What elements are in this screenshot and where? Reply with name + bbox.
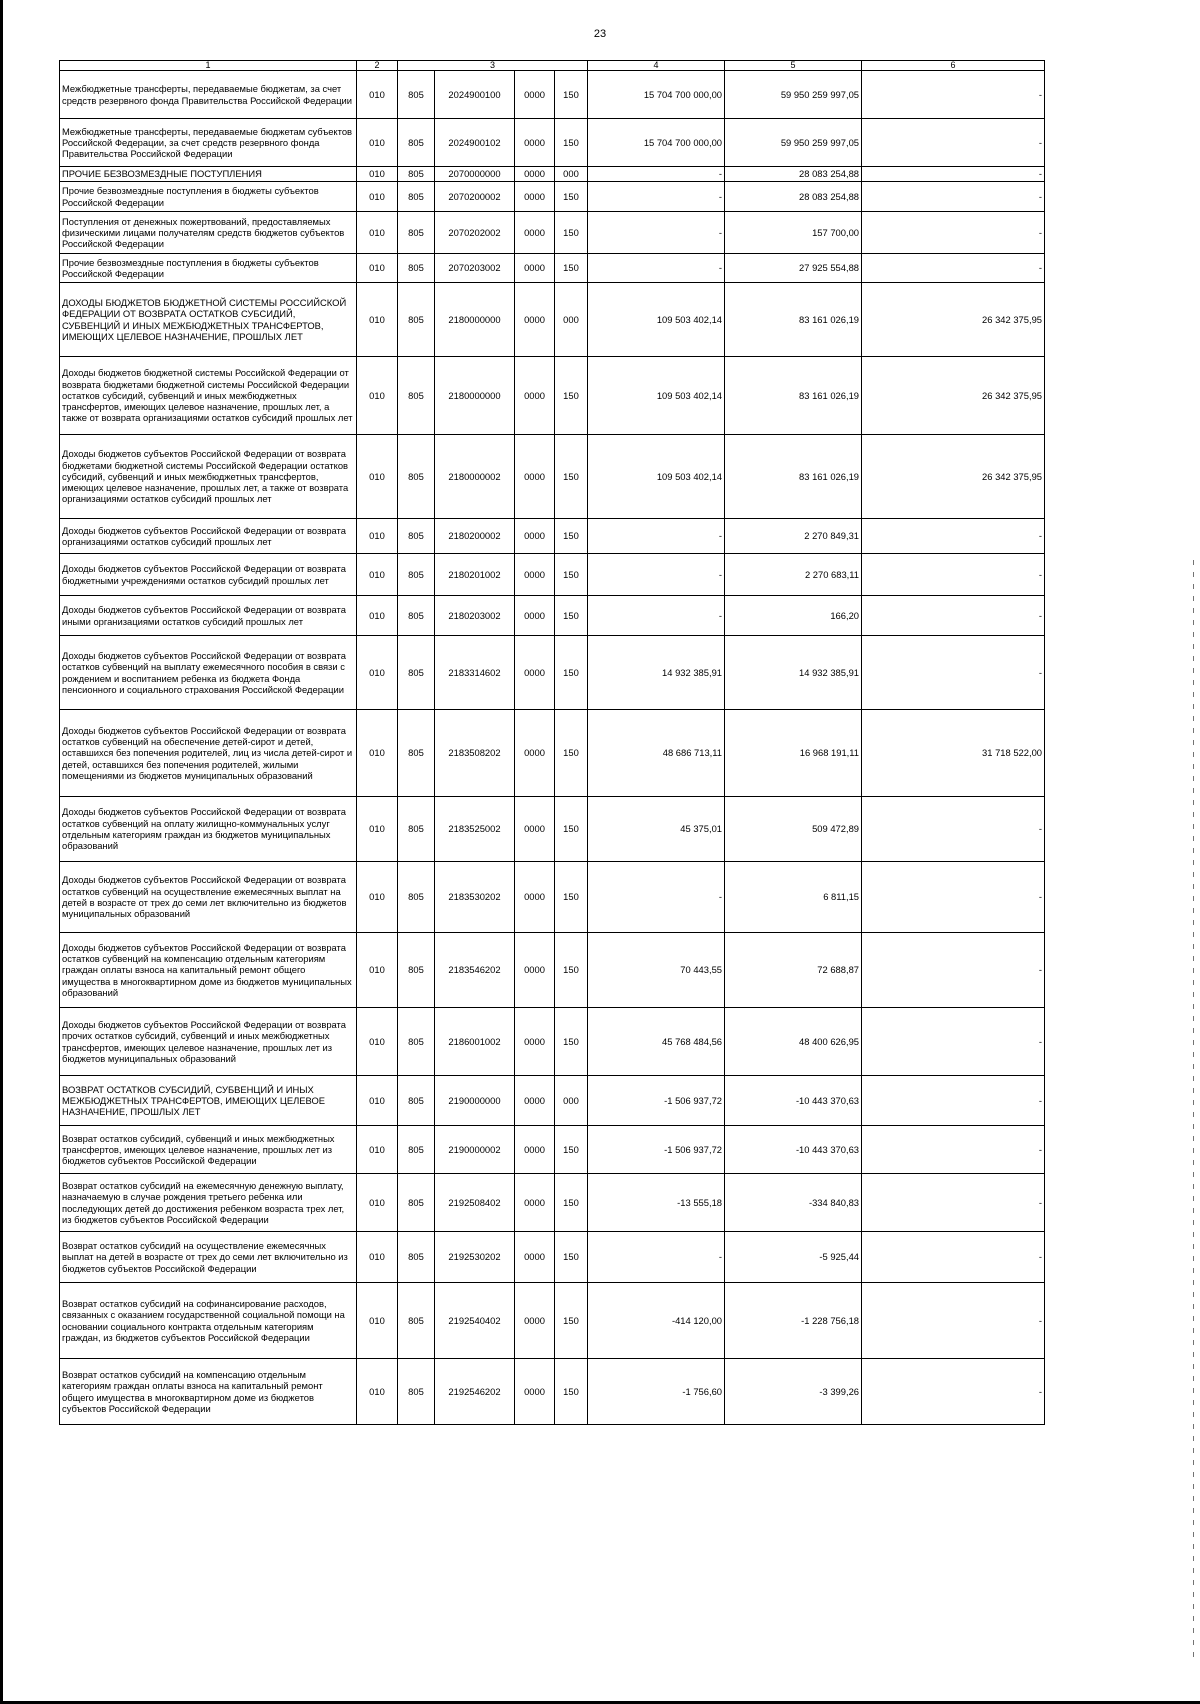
row-name: Поступления от денежных пожертвований, предоставляемых физическими лицами получателям средств бюджетов субъектов Российской Федерации xyxy=(60,212,357,254)
col6-value: - xyxy=(862,554,1045,596)
col6-value: 26 342 375,95 xyxy=(862,435,1045,519)
line-code: 010 xyxy=(357,357,398,435)
table-row xyxy=(60,862,1045,933)
program-code: 0000 xyxy=(515,119,555,167)
col6-value: - xyxy=(862,519,1045,554)
kbk-code: 2180201002 xyxy=(435,554,515,596)
row-name: Доходы бюджетов субъектов Российской Федерации от возврата бюджетами бюджетной системы Российской Федерации остатков субсидий, субвенций и иных межбюджетных трансфертов, имеющих целевое назначение, прошлых лет, а также от возврата организациями остатков субсидий прошлых лет xyxy=(60,435,357,519)
col5-value: 28 083 254,88 xyxy=(725,167,862,182)
kbk-code: 2180200002 xyxy=(435,519,515,554)
col4-value: - xyxy=(588,182,725,212)
col4-value: 70 443,55 xyxy=(588,933,725,1008)
col4-value: 14 932 385,91 xyxy=(588,636,725,710)
col5-value: 59 950 259 997,05 xyxy=(725,71,862,119)
col4-value: - xyxy=(588,254,725,283)
line-code: 010 xyxy=(357,167,398,182)
classifier-code: 150 xyxy=(555,1008,588,1076)
line-code: 010 xyxy=(357,1126,398,1174)
column-number: 3 xyxy=(398,61,588,71)
col5-value: 14 932 385,91 xyxy=(725,636,862,710)
line-code: 010 xyxy=(357,519,398,554)
col4-value: - xyxy=(588,212,725,254)
kbk-code: 2190000002 xyxy=(435,1126,515,1174)
table-row xyxy=(60,519,1045,554)
col6-value: - xyxy=(862,1283,1045,1359)
row-name: Доходы бюджетов субъектов Российской Федерации от возврата остатков субвенций на компенсацию отдельным категориям граждан оплаты взноса на капитальный ремонт общего имущества в многоквартирном доме из бюджетов муниципальных образований xyxy=(60,933,357,1008)
col5-value: 157 700,00 xyxy=(725,212,862,254)
col4-value: 45 375,01 xyxy=(588,797,725,862)
col5-value: 83 161 026,19 xyxy=(725,357,862,435)
classifier-code: 150 xyxy=(555,596,588,636)
table-row xyxy=(60,1283,1045,1359)
col6-value: - xyxy=(862,1126,1045,1174)
classifier-code: 150 xyxy=(555,933,588,1008)
col4-value: -1 506 937,72 xyxy=(588,1126,725,1174)
col4-value: 15 704 700 000,00 xyxy=(588,71,725,119)
program-code: 0000 xyxy=(515,254,555,283)
program-code: 0000 xyxy=(515,710,555,797)
row-name: Межбюджетные трансферты, передаваемые бюджетам, за счет средств резервного фонда Правительства Российской Федерации xyxy=(60,71,357,119)
row-name: Доходы бюджетов бюджетной системы Российской Федерации от возврата бюджетами бюджетной системы Российской Федерации остатков субсидий, субвенций и иных межбюджетных трансфертов, имеющих целевое назначение, прошлых лет, а также от возврата организациями остатков субсидий прошлых лет xyxy=(60,357,357,435)
program-code: 0000 xyxy=(515,1008,555,1076)
table-row xyxy=(60,254,1045,283)
row-name: Доходы бюджетов субъектов Российской Федерации от возврата прочих остатков субсидий, субвенций и иных межбюджетных трансфертов, имеющих целевое назначение, прошлых лет из бюджетов муниципальных образований xyxy=(60,1008,357,1076)
kbk-code: 2070202002 xyxy=(435,212,515,254)
admin-code: 805 xyxy=(398,1174,435,1232)
column-number: 4 xyxy=(588,61,725,71)
admin-code: 805 xyxy=(398,862,435,933)
program-code: 0000 xyxy=(515,435,555,519)
row-name: ВОЗВРАТ ОСТАТКОВ СУБСИДИЙ, СУБВЕНЦИЙ И ИНЫХ МЕЖБЮДЖЕТНЫХ ТРАНСФЕРТОВ, ИМЕЮЩИХ ЦЕЛЕВОЕ НАЗНАЧЕНИЕ, ПРОШЛЫХ ЛЕТ xyxy=(60,1076,357,1126)
col6-value: - xyxy=(862,167,1045,182)
line-code: 010 xyxy=(357,636,398,710)
admin-code: 805 xyxy=(398,519,435,554)
program-code: 0000 xyxy=(515,212,555,254)
program-code: 0000 xyxy=(515,1076,555,1126)
col6-value: - xyxy=(862,119,1045,167)
program-code: 0000 xyxy=(515,1174,555,1232)
program-code: 0000 xyxy=(515,596,555,636)
kbk-code: 2183508202 xyxy=(435,710,515,797)
table-row xyxy=(60,212,1045,254)
program-code: 0000 xyxy=(515,797,555,862)
col6-value: - xyxy=(862,212,1045,254)
row-name: Межбюджетные трансферты, передаваемые бюджетам субъектов Российской Федерации, за счет средств резервного фонда Правительства Российской Федерации xyxy=(60,119,357,167)
classifier-code: 150 xyxy=(555,119,588,167)
col6-value: - xyxy=(862,1008,1045,1076)
table-row xyxy=(60,1076,1045,1126)
kbk-code: 2183314602 xyxy=(435,636,515,710)
admin-code: 805 xyxy=(398,710,435,797)
line-code: 010 xyxy=(357,283,398,357)
col5-value: 27 925 554,88 xyxy=(725,254,862,283)
column-number-row xyxy=(60,61,1045,71)
col5-value: -1 228 756,18 xyxy=(725,1283,862,1359)
col4-value: 15 704 700 000,00 xyxy=(588,119,725,167)
classifier-code: 150 xyxy=(555,71,588,119)
col4-value: -414 120,00 xyxy=(588,1283,725,1359)
table-row xyxy=(60,554,1045,596)
line-code: 010 xyxy=(357,596,398,636)
admin-code: 805 xyxy=(398,71,435,119)
col4-value: -13 555,18 xyxy=(588,1174,725,1232)
kbk-code: 2183546202 xyxy=(435,933,515,1008)
col5-value: 59 950 259 997,05 xyxy=(725,119,862,167)
program-code: 0000 xyxy=(515,182,555,212)
col4-value: -1 756,60 xyxy=(588,1359,725,1425)
col6-value: - xyxy=(862,71,1045,119)
table-row xyxy=(60,1359,1045,1425)
kbk-code: 2180000000 xyxy=(435,357,515,435)
admin-code: 805 xyxy=(398,283,435,357)
col5-value: -10 443 370,63 xyxy=(725,1126,862,1174)
row-name: Возврат остатков субсидий на осуществление ежемесячных выплат на детей в возрасте от трех до семи лет включительно из бюджетов субъектов Российской Федерации xyxy=(60,1232,357,1283)
kbk-code: 2024900102 xyxy=(435,119,515,167)
kbk-code: 2070200002 xyxy=(435,182,515,212)
kbk-code: 2183530202 xyxy=(435,862,515,933)
col6-value: - xyxy=(862,254,1045,283)
kbk-code: 2192530202 xyxy=(435,1232,515,1283)
admin-code: 805 xyxy=(398,167,435,182)
col4-value: 48 686 713,11 xyxy=(588,710,725,797)
admin-code: 805 xyxy=(398,357,435,435)
line-code: 010 xyxy=(357,862,398,933)
line-code: 010 xyxy=(357,119,398,167)
col4-value: - xyxy=(588,554,725,596)
admin-code: 805 xyxy=(398,554,435,596)
admin-code: 805 xyxy=(398,254,435,283)
col6-value: 26 342 375,95 xyxy=(862,283,1045,357)
table-row xyxy=(60,119,1045,167)
table-row xyxy=(60,435,1045,519)
col6-value: - xyxy=(862,1359,1045,1425)
program-code: 0000 xyxy=(515,554,555,596)
col5-value: 28 083 254,88 xyxy=(725,182,862,212)
budget-revenue-table xyxy=(59,60,1045,1425)
col4-value: 45 768 484,56 xyxy=(588,1008,725,1076)
kbk-code: 2186001002 xyxy=(435,1008,515,1076)
row-name: Возврат остатков субсидий на ежемесячную денежную выплату, назначаемую в случае рождения третьего ребенка или последующих детей до достижения ребенком возраста трех лет, из бюджетов субъектов Российской Федерации xyxy=(60,1174,357,1232)
table-row xyxy=(60,167,1045,182)
line-code: 010 xyxy=(357,182,398,212)
admin-code: 805 xyxy=(398,933,435,1008)
col4-value: -1 506 937,72 xyxy=(588,1076,725,1126)
table-row xyxy=(60,933,1045,1008)
col5-value: 509 472,89 xyxy=(725,797,862,862)
col6-value: - xyxy=(862,1232,1045,1283)
table-row xyxy=(60,1126,1045,1174)
line-code: 010 xyxy=(357,710,398,797)
line-code: 010 xyxy=(357,1174,398,1232)
col4-value: - xyxy=(588,1232,725,1283)
row-name: Доходы бюджетов субъектов Российской Федерации от возврата бюджетными учреждениями остатков субсидий прошлых лет xyxy=(60,554,357,596)
kbk-code: 2192508402 xyxy=(435,1174,515,1232)
col4-value: 109 503 402,14 xyxy=(588,357,725,435)
column-number: 2 xyxy=(357,61,398,71)
col5-value: 83 161 026,19 xyxy=(725,435,862,519)
col6-value: - xyxy=(862,1076,1045,1126)
admin-code: 805 xyxy=(398,212,435,254)
col6-value: - xyxy=(862,1174,1045,1232)
table-row xyxy=(60,596,1045,636)
line-code: 010 xyxy=(357,435,398,519)
line-code: 010 xyxy=(357,797,398,862)
column-number: 6 xyxy=(862,61,1045,71)
row-name: ПРОЧИЕ БЕЗВОЗМЕЗДНЫЕ ПОСТУПЛЕНИЯ xyxy=(60,167,357,182)
col5-value: 83 161 026,19 xyxy=(725,283,862,357)
col6-value: 26 342 375,95 xyxy=(862,357,1045,435)
col4-value: - xyxy=(588,519,725,554)
classifier-code: 150 xyxy=(555,636,588,710)
row-name: Доходы бюджетов субъектов Российской Федерации от возврата остатков субвенций на оплату жилищно-коммунальных услуг отдельным категориям граждан из бюджетов муниципальных образований xyxy=(60,797,357,862)
col6-value: 31 718 522,00 xyxy=(862,710,1045,797)
admin-code: 805 xyxy=(398,182,435,212)
admin-code: 805 xyxy=(398,636,435,710)
kbk-code: 2192546202 xyxy=(435,1359,515,1425)
table-row xyxy=(60,283,1045,357)
classifier-code: 150 xyxy=(555,519,588,554)
admin-code: 805 xyxy=(398,1232,435,1283)
admin-code: 805 xyxy=(398,435,435,519)
col4-value: - xyxy=(588,862,725,933)
classifier-code: 150 xyxy=(555,357,588,435)
classifier-code: 150 xyxy=(555,182,588,212)
col6-value: - xyxy=(862,182,1045,212)
program-code: 0000 xyxy=(515,1283,555,1359)
column-number: 1 xyxy=(60,61,357,71)
kbk-code: 2190000000 xyxy=(435,1076,515,1126)
table-row xyxy=(60,1232,1045,1283)
line-code: 010 xyxy=(357,212,398,254)
col5-value: -3 399,26 xyxy=(725,1359,862,1425)
table-row xyxy=(60,1008,1045,1076)
line-code: 010 xyxy=(357,554,398,596)
program-code: 0000 xyxy=(515,357,555,435)
col5-value: 72 688,87 xyxy=(725,933,862,1008)
classifier-code: 150 xyxy=(555,435,588,519)
classifier-code: 000 xyxy=(555,1076,588,1126)
col6-value: - xyxy=(862,797,1045,862)
admin-code: 805 xyxy=(398,1076,435,1126)
admin-code: 805 xyxy=(398,1359,435,1425)
classifier-code: 150 xyxy=(555,254,588,283)
col5-value: 166,20 xyxy=(725,596,862,636)
col5-value: -10 443 370,63 xyxy=(725,1076,862,1126)
line-code: 010 xyxy=(357,254,398,283)
row-name: Возврат остатков субсидий на софинансирование расходов, связанных с оказанием государственной социальной помощи на основании социального контракта отдельным категориям граждан, из бюджетов субъектов Российской Федерации xyxy=(60,1283,357,1359)
classifier-code: 150 xyxy=(555,1174,588,1232)
classifier-code: 150 xyxy=(555,554,588,596)
col5-value: 16 968 191,11 xyxy=(725,710,862,797)
row-name: Доходы бюджетов субъектов Российской Федерации от возврата иными организациями остатков субсидий прошлых лет xyxy=(60,596,357,636)
kbk-code: 2192540402 xyxy=(435,1283,515,1359)
table-row xyxy=(60,357,1045,435)
classifier-code: 150 xyxy=(555,1126,588,1174)
admin-code: 805 xyxy=(398,1126,435,1174)
classifier-code: 150 xyxy=(555,862,588,933)
admin-code: 805 xyxy=(398,119,435,167)
program-code: 0000 xyxy=(515,283,555,357)
row-name: Прочие безвозмездные поступления в бюджеты субъектов Российской Федерации xyxy=(60,182,357,212)
col5-value: 48 400 626,95 xyxy=(725,1008,862,1076)
col5-value: 2 270 849,31 xyxy=(725,519,862,554)
program-code: 0000 xyxy=(515,1232,555,1283)
kbk-code: 2183525002 xyxy=(435,797,515,862)
classifier-code: 000 xyxy=(555,283,588,357)
row-name: Возврат остатков субсидий, субвенций и иных межбюджетных трансфертов, имеющих целевое назначение, прошлых лет из бюджетов субъектов Российской Федерации xyxy=(60,1126,357,1174)
kbk-code: 2180000002 xyxy=(435,435,515,519)
table-row xyxy=(60,636,1045,710)
admin-code: 805 xyxy=(398,1283,435,1359)
kbk-code: 2070203002 xyxy=(435,254,515,283)
row-name: Доходы бюджетов субъектов Российской Федерации от возврата организациями остатков субсидий прошлых лет xyxy=(60,519,357,554)
line-code: 010 xyxy=(357,1008,398,1076)
col5-value: 2 270 683,11 xyxy=(725,554,862,596)
classifier-code: 150 xyxy=(555,797,588,862)
classifier-code: 150 xyxy=(555,1232,588,1283)
program-code: 0000 xyxy=(515,862,555,933)
col5-value: 6 811,15 xyxy=(725,862,862,933)
line-code: 010 xyxy=(357,1359,398,1425)
table-row xyxy=(60,710,1045,797)
col6-value: - xyxy=(862,596,1045,636)
line-code: 010 xyxy=(357,1283,398,1359)
table-row xyxy=(60,182,1045,212)
row-name: Возврат остатков субсидий на компенсацию отдельным категориям граждан оплаты взноса на капитальный ремонт общего имущества в многоквартирном доме из бюджетов субъектов Российской Федерации xyxy=(60,1359,357,1425)
classifier-code: 150 xyxy=(555,212,588,254)
page-number: 23 xyxy=(593,28,607,40)
line-code: 010 xyxy=(357,1232,398,1283)
row-name: Доходы бюджетов субъектов Российской Федерации от возврата остатков субвенций на выплату ежемесячного пособия в связи с рождением и воспитанием ребенка из бюджета Фонда пенсионного и социального страхования Российской Федерации xyxy=(60,636,357,710)
scan-edge-left xyxy=(0,0,3,1704)
table-row xyxy=(60,797,1045,862)
col6-value: - xyxy=(862,636,1045,710)
kbk-code: 2180000000 xyxy=(435,283,515,357)
program-code: 0000 xyxy=(515,933,555,1008)
program-code: 0000 xyxy=(515,71,555,119)
col4-value: - xyxy=(588,596,725,636)
table-row xyxy=(60,71,1045,119)
col4-value: 109 503 402,14 xyxy=(588,435,725,519)
classifier-code: 150 xyxy=(555,1359,588,1425)
col4-value: 109 503 402,14 xyxy=(588,283,725,357)
line-code: 010 xyxy=(357,933,398,1008)
admin-code: 805 xyxy=(398,797,435,862)
col5-value: -5 925,44 xyxy=(725,1232,862,1283)
admin-code: 805 xyxy=(398,1008,435,1076)
col5-value: -334 840,83 xyxy=(725,1174,862,1232)
program-code: 0000 xyxy=(515,519,555,554)
program-code: 0000 xyxy=(515,1126,555,1174)
program-code: 0000 xyxy=(515,1359,555,1425)
column-number: 5 xyxy=(725,61,862,71)
program-code: 0000 xyxy=(515,167,555,182)
kbk-code: 2024900100 xyxy=(435,71,515,119)
col6-value: - xyxy=(862,933,1045,1008)
col4-value: - xyxy=(588,167,725,182)
program-code: 0000 xyxy=(515,636,555,710)
row-name: Доходы бюджетов субъектов Российской Федерации от возврата остатков субвенций на осуществление ежемесячных выплат на детей в возрасте от трех до семи лет включительно из бюджетов муниципальных образований xyxy=(60,862,357,933)
classifier-code: 000 xyxy=(555,167,588,182)
line-code: 010 xyxy=(357,1076,398,1126)
row-name: Доходы бюджетов субъектов Российской Федерации от возврата остатков субвенций на обеспечение детей-сирот и детей, оставшихся без попечения родителей, лиц из числа детей-сирот и детей, оставшихся без попечения родителей, жилыми помещениями из бюджетов муниципальных образований xyxy=(60,710,357,797)
scan-edge-right xyxy=(1193,560,1194,1660)
kbk-code: 2070000000 xyxy=(435,167,515,182)
line-code: 010 xyxy=(357,71,398,119)
row-name: Прочие безвозмездные поступления в бюджеты субъектов Российской Федерации xyxy=(60,254,357,283)
classifier-code: 150 xyxy=(555,1283,588,1359)
col6-value: - xyxy=(862,862,1045,933)
classifier-code: 150 xyxy=(555,710,588,797)
row-name: ДОХОДЫ БЮДЖЕТОВ БЮДЖЕТНОЙ СИСТЕМЫ РОССИЙСКОЙ ФЕДЕРАЦИИ ОТ ВОЗВРАТА ОСТАТКОВ СУБСИДИЙ, СУБВЕНЦИЙ И ИНЫХ МЕЖБЮДЖЕТНЫХ ТРАНСФЕРТОВ, ИМЕЮЩИХ ЦЕЛЕВОЕ НАЗНАЧЕНИЕ, ПРОШЛЫХ ЛЕТ xyxy=(60,283,357,357)
admin-code: 805 xyxy=(398,596,435,636)
table-row xyxy=(60,1174,1045,1232)
kbk-code: 2180203002 xyxy=(435,596,515,636)
